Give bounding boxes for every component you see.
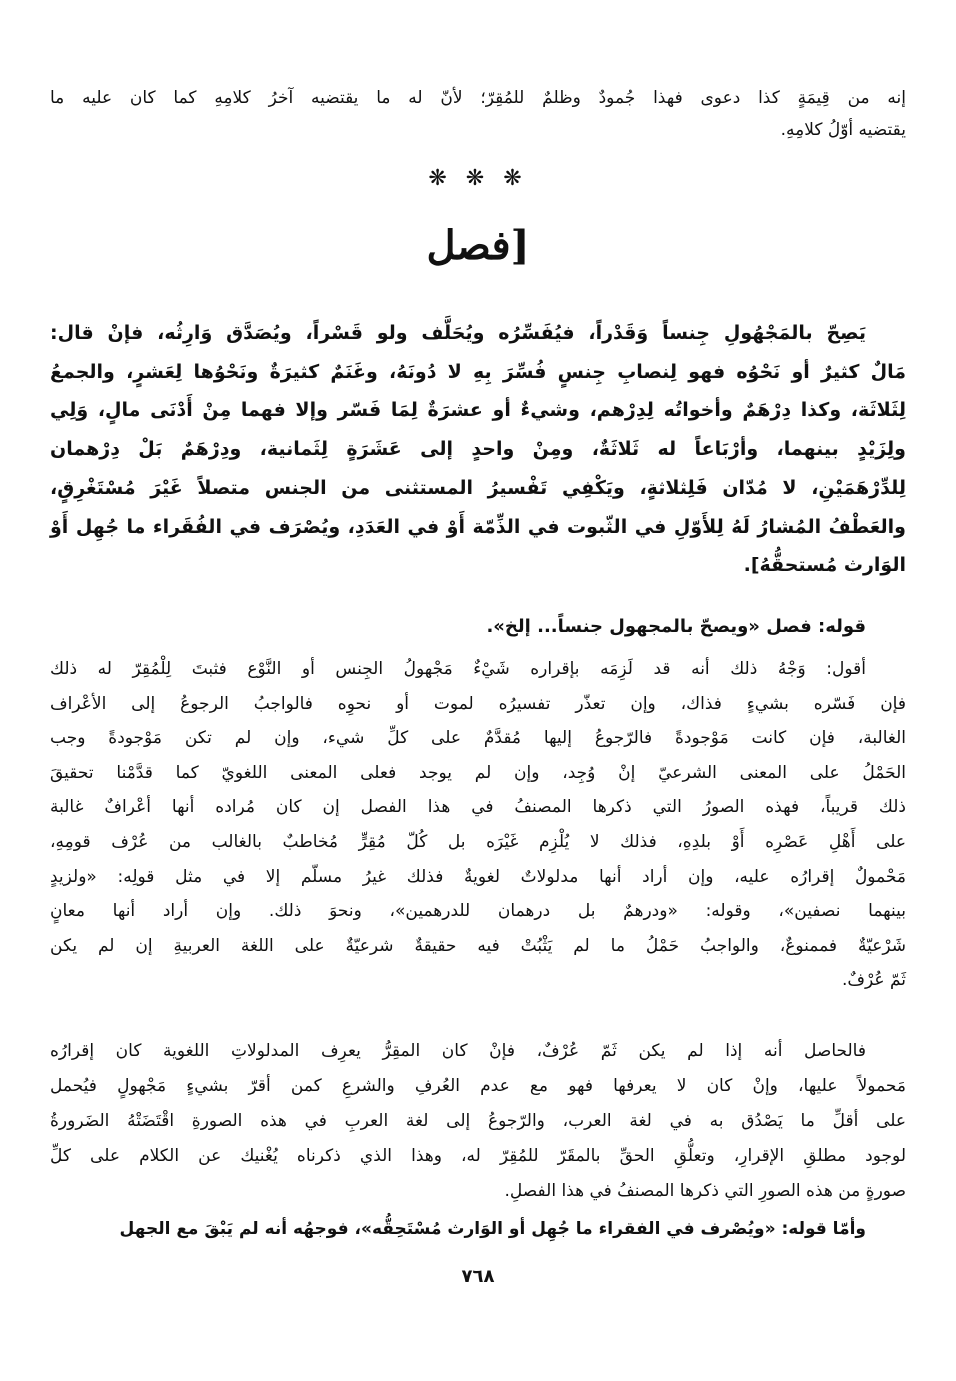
intro-paragraph [50,82,906,146]
page-number: ٧٦٨ [461,1266,495,1287]
text-line: لِثَلاثَة، وكذا دِرْهَمٌ وأخواتُه لِدِرْهم، وشيءٌ أو عشرَةٌ لِمَا فَسّر وإلا فهما مِنْ أَدْنَى مالٍ، وَلِي [50,399,906,422]
text-line: شَرْعيّةٌ فممنوعٌ، والواجبُ حَمْلُ ما لم يَثْبُتْ فيه حقيقةٌ شرعيّةٌ على اللغة العربيةِ إن لم يكن [50,935,906,956]
text-line: صورةٍ من هذه الصورِ التي ذكرها المصنفُ في هذا الفصلِ. [504,1181,906,1201]
text-line: مَالٌ كثيرٌ أو نَحْوُه فهو لِنصابِ جِنسٍ فُسِّرَ بِهِ لا دُونَهُ، وغَنَمٌ كثيرَةٌ ونَحْوُها لِعَشرٍ، والجمعُ [50,360,906,383]
text-line: يقتضيه أوّلُ كلامِهِ. [780,120,906,140]
matn-text [50,314,906,585]
summary-paragraph [50,1034,906,1209]
text-line: على أقلِّ ما يَصْدُق به في لغة العرب، والرّجوعُ إلى لغة العربِ في هذه الصورةِ اقْتَضَتْهُ الضَرورةُ [50,1111,906,1131]
text-line: الوَارث مُستحقُّهُ]. [743,554,906,577]
text-line: مَحمولاً عليها، وإنْ كان لا يعرفها فهو مع عدم العُرفِ والشرعِ كمن أقرّ بشيءٍ مَجْهولٍ فيُحمل [50,1076,906,1096]
text-line: لِلدِّرْهَمَيْنِ، لا مُدّان فَلِثلاثةٍ، ويَكْفِي تَفْسيرُ المستثنى من الجنس متصلاً غَيْرَ مُسْتَغْرِقٍ، [50,476,906,499]
text-line: الحَمْلُ على المعنى الشرعيّ إنْ وُجِد، وإن لم يوجد فعلى المعنى اللغويّ كما قدَّمْنا تحقيقَ [50,762,906,783]
section-separator-stars: ❋ ❋ ❋ [428,166,528,191]
text-line: ولِزَيْدٍ بينهما، وأرْبَاعاً له ثَلاثَةٌ، ومِنْ واحدٍ إلى عَشَرَةٍ لِثَمانية، ودِرْهَمٌ بَلْ دِرْهمان [50,438,906,461]
text-line: فإن فَسّره بشيءٍ فذاك، وإن تعذّر تفسيرُه لموت أو نحوِه فالواجبُ الرجوعُ إلى الأعْراف [50,693,906,714]
text-line: ذلك قريباً، فهذه الصورُ التي ذكرها المصنفُ في هذا الفصل إن كان مُراده أنها أعْرافٌ غالبة [50,797,906,818]
text-line: لوجود مطلقِ الإقرارِ، وتعلُّقِ الحقِّ بالمقَرّ للمُقِرّ له، وهذا الذي ذكرناه يُغْنيك عن الكلام على كلِّ [50,1146,906,1166]
text-line: يَصِحّ بالمَجْهُولِ جِنساً وَقَدْراً، فيُفَسِّرُه ويُحَلَّف ولو قَسْراً، ويُصَدَّق وَارِثُه، فإنْ قال: [50,322,866,344]
section-heading: [فصل [426,222,530,269]
text-line: على أَهْلِ عَصْرِه أَوْ بلدِهِ، فذلك لا يُلْزِم غَيْرَه بل كُلّ مُقِرٍّ مُخاطبٌ بالغالب من عُرْف قومِهِ، [50,831,906,852]
text-line: بينهما نصفين»، وقوله: «ودرهمٌ بل درهمان للدرهمين»، ونحوَ ذلك. وإن أراد أنها معانٍ [50,901,906,922]
final-paragraph: وأمّا قوله: «ويُصْرف في الفقراء ما جُهِل أو الوَارث مُسْتَحِقُّه»، فوجهُه أنه لم يَبْقَ مع الجهل [119,1219,866,1239]
text-line: مَحْمولٌ إقرارُه عليه، وإن أراد أنها مدلولاتٌ لغويةٌ فذلك غيرُ مسلّم إلا في مثل قولِه: «ولزيدٍ [50,866,906,887]
text-line: أقول: وَجْهُ ذلك أنه قد لَزِمَه بإقراره شَيْءٌ مَجْهولُ الجِنس أو النَّوْع فثبتَ لِلْمُقِرّ له ذلك [50,659,866,679]
text-line: ثَمّ عُرْفٌ. [842,970,906,991]
text-line: والعَطْفُ المُشارُ لَهُ لِلأَوّلِ في الثّبوت في الذِّمّة أَوْ في العَدَدِ، ويُصْرَف في الفُقَراء ما جُهِل أَوْ [50,515,906,538]
text-line: فالحاصل أنه إذا لم يكن ثَمّ عُرْفٌ، فإنْ كان المقِرُّ يعرِف المدلولاتِ اللغوية كان إقرارُه [50,1041,866,1061]
quoted-heading: قوله: فصل «ويصحّ بالمجهول جنساً... إلخ». [486,616,866,637]
text-line: إنه من قِيمَةٍ كذا دعوى فهذا جُمودٌ وظلمٌ للمُقِرّ؛ لأنّ له ما يقتضيه آخرُ كلامِهِ كما كان عليه ما [50,88,906,108]
commentary-paragraph [50,652,906,998]
text-line: الغالبة، فإن كانت مَوْجودةً فالرّجوعُ إليها مُقدَّمٌ على كلِّ شيء، وإن لم تكن مَوْجودةً وجب [50,728,906,749]
